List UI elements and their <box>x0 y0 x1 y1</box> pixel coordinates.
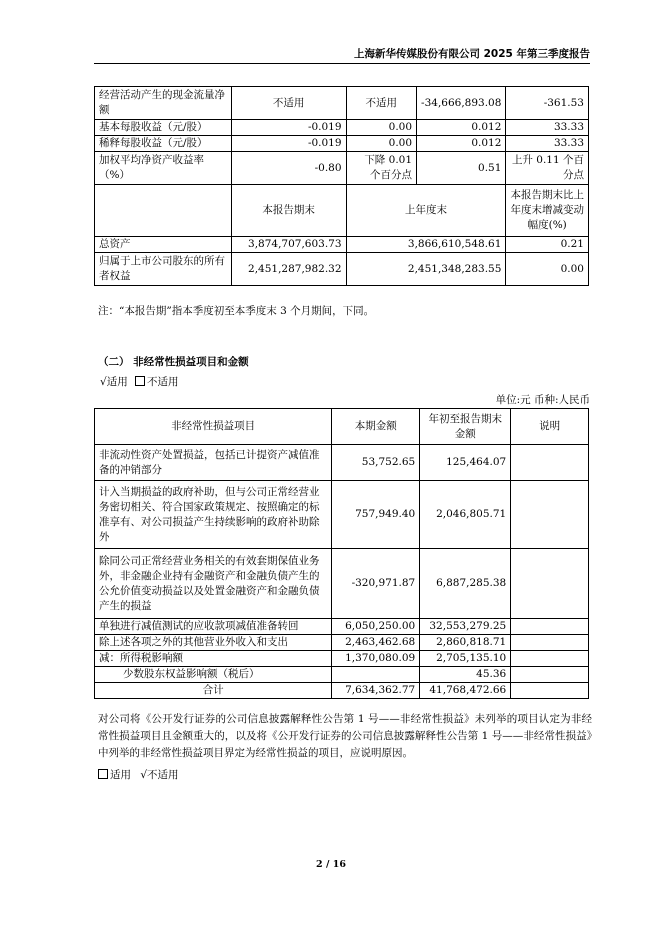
cell: 2,860,818.71 <box>420 635 511 651</box>
table-row <box>95 136 589 152</box>
cell: 上升 0.11 个百分点 <box>506 152 589 185</box>
column-header: 非经常性损益项目 <box>95 409 332 445</box>
page-number: 2 / 16 <box>316 859 346 870</box>
row-label: 基本每股收益（元/股） <box>95 120 232 136</box>
row-label: 归属于上市公司股东的所有者权益 <box>95 253 232 286</box>
cell: 0.00 <box>506 253 589 286</box>
not-applicable-label: 不适用 <box>147 376 179 388</box>
financial-indicators-table <box>94 86 589 286</box>
cell <box>511 619 589 635</box>
cell <box>332 667 420 683</box>
cell: 2,451,348,283.55 <box>346 253 506 286</box>
cell: 2,451,287,982.32 <box>231 253 346 286</box>
checkbox-icon <box>98 769 108 779</box>
cell: 2,463,462.68 <box>332 635 420 651</box>
explanatory-paragraph: 对公司将《公开发行证券的公司信息披露解释性公告第 1 号——非经常性损益》未列举的项目认定为非经常性损益项目且金额重大的，以及将《公开发行证券的公司信息披露解释性公告第 1 号——非经常性损益》中列举的非经常性损益项目界定为经常性损益的项目，应说明原因。 <box>98 713 592 759</box>
section-title: （二） 非经常性损益项目和金额 <box>98 356 249 368</box>
cell: -361.53 <box>506 87 589 120</box>
cell <box>511 549 589 619</box>
table-row <box>95 549 589 619</box>
cell <box>511 481 589 549</box>
cell: 下降 0.01 个百分点 <box>346 152 416 185</box>
column-header: 本报告期末 <box>231 185 346 237</box>
cell: 不适用 <box>346 87 416 120</box>
cell: -320,971.87 <box>332 549 420 619</box>
row-label: 少数股东权益影响额（税后） <box>95 667 332 683</box>
row-label: 合计 <box>95 683 332 699</box>
row-label: 稀释每股收益（元/股） <box>95 136 232 152</box>
row-label: 经营活动产生的现金流量净额 <box>95 87 232 120</box>
cell: -0.019 <box>231 136 346 152</box>
page-header: 上海新华传媒股份有限公司 2025 年第三季度报告 <box>353 48 590 60</box>
table-row <box>95 253 589 286</box>
header-rule <box>94 63 590 64</box>
cell <box>511 635 589 651</box>
cell <box>511 445 589 481</box>
row-label: 总资产 <box>95 237 232 253</box>
cell: -0.019 <box>231 120 346 136</box>
cell: 41,768,472.66 <box>420 683 511 699</box>
table-row <box>95 635 589 651</box>
column-header: 本期金额 <box>332 409 420 445</box>
table-total-row <box>95 683 589 699</box>
cell: 6,887,285.38 <box>420 549 511 619</box>
cell: -0.80 <box>231 152 346 185</box>
table-row <box>95 87 589 120</box>
cell: 2,705,135.10 <box>420 651 511 667</box>
cell: 0.012 <box>417 120 506 136</box>
applicable-label: 适用 <box>106 376 128 388</box>
cell: 7,634,362.77 <box>332 683 420 699</box>
table-header-row <box>95 409 589 445</box>
cell: 33.33 <box>506 120 589 136</box>
cell: 2,046,805.71 <box>420 481 511 549</box>
table-row <box>95 619 589 635</box>
row-label: 除上述各项之外的其他营业外收入和支出 <box>95 635 332 651</box>
cell: 33.33 <box>506 136 589 152</box>
applicability-selector <box>100 374 179 391</box>
cell <box>511 683 589 699</box>
cell: -34,666,893.08 <box>417 87 506 120</box>
cell: 0.012 <box>417 136 506 152</box>
cell: 45.36 <box>420 667 511 683</box>
cell <box>511 651 589 667</box>
cell: 0.51 <box>417 152 506 185</box>
table-row <box>95 481 589 549</box>
table-row <box>95 237 589 253</box>
table-note: 注：“本报告期”指本季度初至本季度末 3 个月期间，下同。 <box>98 305 375 317</box>
table-header-row <box>95 185 589 237</box>
cell <box>511 667 589 683</box>
row-label: 单独进行减值测试的应收款项减值准备转回 <box>95 619 332 635</box>
table-row <box>95 651 589 667</box>
cell: 32,553,279.25 <box>420 619 511 635</box>
row-label: 加权平均净资产收益率（%） <box>95 152 232 185</box>
table-row <box>95 445 589 481</box>
row-label: 除同公司正常经营业务相关的有效套期保值业务外，非金融企业持有金融资产和金融负债产生的公允价值变动损益以及处置金融资产和金融负债产生的损益 <box>95 549 332 619</box>
cell: 3,866,610,548.61 <box>346 237 506 253</box>
cell: 53,752.65 <box>332 445 420 481</box>
cell: 125,464.07 <box>420 445 511 481</box>
row-label: 非流动性资产处置损益，包括已计提资产减值准备的冲销部分 <box>95 445 332 481</box>
empty-cell <box>95 185 232 237</box>
applicability-selector-2 <box>98 767 179 784</box>
row-label: 计入当期损益的政府补助，但与公司正常经营业务密切相关、符合国家政策规定、按照确定的标准享有、对公司损益产生持续影响的政府补助除外 <box>95 481 332 549</box>
cell: 0.00 <box>346 136 416 152</box>
non-recurring-gains-table <box>94 408 589 699</box>
cell: 3,874,707,603.73 <box>231 237 346 253</box>
check-mark-icon: √ <box>140 769 148 781</box>
checkbox-icon <box>135 376 145 386</box>
unit-label: 单位:元 币种:人民币 <box>495 394 590 406</box>
table-row <box>95 120 589 136</box>
column-header: 说明 <box>511 409 589 445</box>
column-header: 本报告期末比上年度末增减变动幅度(%) <box>506 185 589 237</box>
column-header: 上年度末 <box>346 185 506 237</box>
check-mark-icon: √ <box>100 376 107 388</box>
applicable-label: 适用 <box>110 769 131 781</box>
not-applicable-label: 不适用 <box>147 769 179 781</box>
cell: 1,370,080.09 <box>332 651 420 667</box>
cell: 757,949.40 <box>332 481 420 549</box>
cell: 0.21 <box>506 237 589 253</box>
cell: 0.00 <box>346 120 416 136</box>
column-header: 年初至报告期末金额 <box>420 409 511 445</box>
cell: 不适用 <box>231 87 346 120</box>
row-label: 减：所得税影响额 <box>95 651 332 667</box>
cell: 6,050,250.00 <box>332 619 420 635</box>
table-row <box>95 667 589 683</box>
table-row <box>95 152 589 185</box>
